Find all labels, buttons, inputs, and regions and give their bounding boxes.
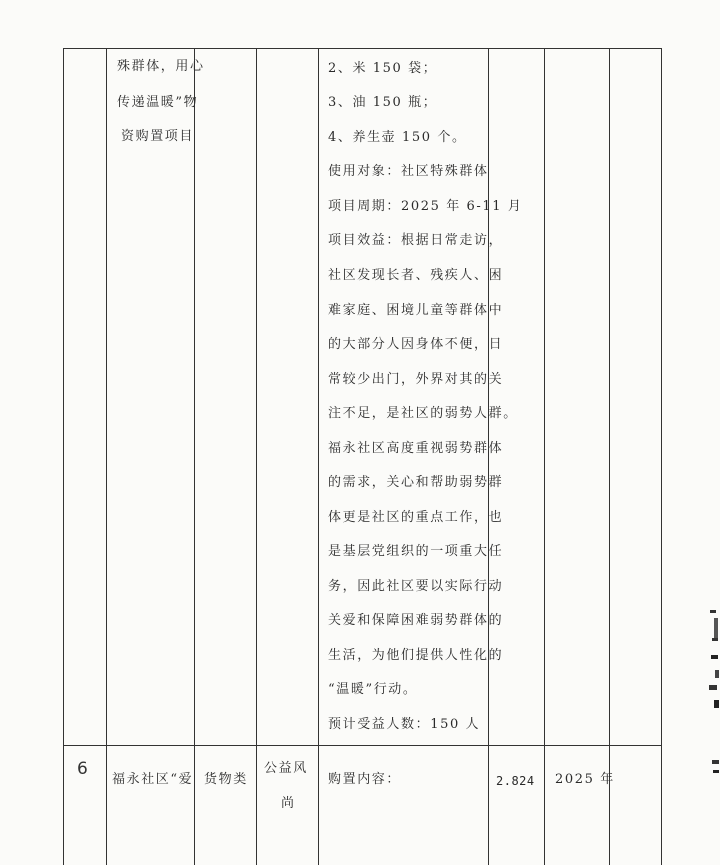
description-line: 项目效益：根据日常走访，: [328, 233, 504, 248]
description-line: 社区发现长者、残疾人、困: [328, 268, 504, 283]
table-col-divider-6: [544, 48, 545, 865]
table-col-divider-2: [194, 48, 195, 865]
table-row-divider: [63, 745, 662, 746]
project-name-line-2: 传递温暖”物: [117, 95, 199, 110]
description-line: 福永社区高度重视弱势群体: [328, 441, 504, 456]
description-line: 务，因此社区要以实际行动: [328, 579, 504, 594]
row-index: 6: [77, 759, 88, 779]
description-line: 2、米 150 袋；: [328, 61, 438, 76]
row-year: 2025 年: [555, 772, 615, 787]
description-line: 4、养生壶 150 个。: [328, 130, 467, 145]
table-col-divider-7: [609, 48, 610, 865]
description-line: 使用对象：社区特殊群体: [328, 164, 489, 179]
description-line: “温暖”行动。: [328, 682, 418, 697]
table-border-left: [63, 48, 64, 865]
description-line: 常较少出门，外界对其的关: [328, 372, 504, 387]
project-name-line-3: 资购置项目: [121, 129, 195, 144]
description-line: 是基层党组织的一项重大任: [328, 544, 504, 559]
row-type-line-2: 尚: [281, 796, 296, 811]
description-line: 的需求，关心和帮助弱势群: [328, 475, 504, 490]
scan-edge-artifact: [700, 610, 720, 790]
row-category: 货物类: [204, 772, 248, 787]
description-line: 难家庭、困境儿童等群体中: [328, 303, 504, 318]
row-project-name: 福永社区“爱: [112, 772, 194, 787]
table-col-divider-4: [318, 48, 319, 865]
description-line: 3、油 150 瓶；: [328, 95, 438, 110]
description-line: 项目周期：2025 年 6-11 月: [328, 199, 523, 214]
row-type-line-1: 公益风: [264, 761, 308, 776]
description-line: 的大部分人因身体不便，日: [328, 337, 504, 352]
table-top-border: [63, 48, 662, 49]
table-col-divider-1: [106, 48, 107, 865]
description-line: 预计受益人数：150 人: [328, 717, 481, 732]
description-line: 体更是社区的重点工作，也: [328, 510, 504, 525]
description-line: 注不足，是社区的弱势人群。: [328, 406, 518, 421]
table-border-right: [661, 48, 662, 865]
row-content: 购置内容：: [328, 772, 402, 787]
description-line: 生活，为他们提供人性化的: [328, 648, 504, 663]
row-amount: 2.824: [496, 774, 535, 788]
project-name-line-1: 殊群体，用心: [117, 59, 205, 74]
table-col-divider-3: [256, 48, 257, 865]
description-line: 关爱和保障困难弱势群体的: [328, 613, 504, 628]
